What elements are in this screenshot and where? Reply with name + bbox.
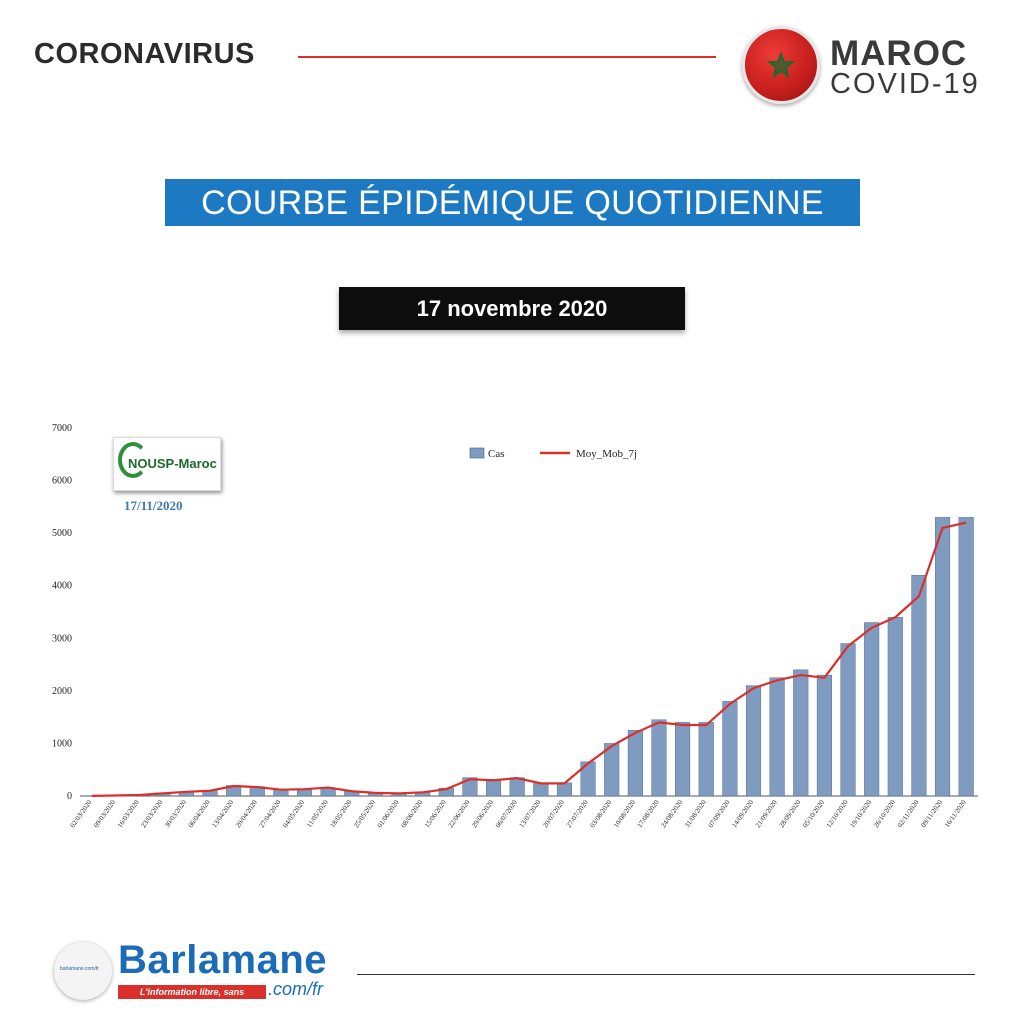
- x-tick-label: 31/08/2020: [683, 798, 708, 830]
- x-tick-label: 13/07/2020: [517, 798, 543, 830]
- header-title: CORONAVIRUS: [34, 38, 255, 70]
- legend-swatch-cas: [470, 448, 484, 458]
- x-tick-label: 27/04/2020: [257, 798, 283, 830]
- covid-label: COVID-19: [830, 68, 980, 100]
- x-tick-label: 07/09/2020: [706, 798, 732, 830]
- nousp-logo: [113, 437, 221, 491]
- bar-cas: [793, 670, 808, 796]
- x-tick-label: 22/06/2020: [446, 798, 472, 830]
- x-tick-label: 09/11/2020: [919, 798, 945, 830]
- barlamane-circle-logo: [54, 942, 112, 1000]
- x-tick-label: 03/08/2020: [588, 798, 614, 830]
- legend-label-cas: Cas: [488, 448, 505, 460]
- bar-cas: [841, 644, 856, 796]
- x-tick-label: 10/08/2020: [612, 798, 637, 830]
- x-tick-label: 06/04/2020: [186, 798, 212, 830]
- bar-cas: [888, 617, 903, 796]
- x-tick-label: 17/08/2020: [635, 798, 661, 830]
- x-tick-label: 02/11/2020: [895, 798, 921, 830]
- bar-cas: [675, 722, 690, 796]
- y-tick-label: 3000: [52, 633, 72, 645]
- y-tick-label: 6000: [52, 475, 72, 487]
- x-tick-label: 08/06/2020: [399, 798, 425, 830]
- footer-divider: [357, 974, 975, 975]
- x-tick-label: 13/04/2020: [210, 798, 236, 830]
- x-tick-label: 11/05/2020: [305, 798, 330, 830]
- barlamane-circle-text: barlamane.com/fr: [60, 966, 99, 972]
- bar-cas: [817, 675, 832, 796]
- x-tick-label: 28/09/2020: [777, 798, 803, 830]
- brand-name[interactable]: Barlamane: [118, 938, 328, 982]
- x-tick-label: 19/10/2020: [848, 798, 874, 830]
- brand-tagline: L'information libre, sans concession: [118, 985, 266, 999]
- x-tick-label: 20/07/2020: [541, 798, 567, 830]
- x-tick-label: 04/05/2020: [281, 798, 307, 830]
- nousp-logo-name: NOUSP-Maroc: [128, 456, 217, 471]
- bar-cas: [864, 623, 879, 796]
- bar-cas: [912, 575, 927, 796]
- bar-cas: [652, 720, 667, 796]
- bar-cas: [959, 517, 974, 796]
- x-tick-label: 05/10/2020: [801, 798, 827, 830]
- bar-cas: [746, 686, 761, 796]
- x-tick-label: 12/10/2020: [824, 798, 850, 830]
- bar-cas: [770, 678, 785, 796]
- x-tick-label: 09/03/2020: [92, 798, 118, 830]
- nousp-date: 17/11/2020: [124, 498, 183, 513]
- country-label: MAROC: [830, 34, 968, 73]
- bar-cas: [723, 701, 738, 796]
- bar-cas: [486, 780, 501, 796]
- y-tick-label: 0: [67, 791, 72, 802]
- legend-label-moy-mob: Moy_Mob_7j: [576, 448, 638, 460]
- x-tick-label: 18/05/2020: [328, 798, 354, 830]
- date-label: 17 novembre 2020: [339, 287, 685, 330]
- x-tick-label: 16/11/2020: [943, 798, 968, 830]
- x-tick-label: 25/05/2020: [352, 798, 378, 830]
- y-tick-label: 7000: [52, 423, 72, 434]
- line-moy-mob-7j: [92, 523, 966, 796]
- x-tick-label: 16/03/2020: [115, 798, 141, 830]
- bar-cas: [533, 783, 548, 796]
- x-tick-label: 01/06/2020: [375, 798, 401, 830]
- header-divider: [298, 56, 716, 58]
- x-tick-label: 24/08/2020: [659, 798, 685, 830]
- bar-cas: [557, 783, 572, 796]
- y-tick-label: 2000: [52, 685, 72, 697]
- y-tick-label: 5000: [52, 528, 72, 540]
- x-tick-label: 06/07/2020: [493, 798, 519, 830]
- x-tick-label: 20/04/2020: [234, 798, 259, 830]
- x-tick-label: 15/06/2020: [423, 798, 448, 830]
- x-tick-label: 29/06/2020: [470, 798, 496, 830]
- y-tick-label: 4000: [52, 580, 72, 592]
- bar-cas: [604, 743, 619, 796]
- x-tick-label: 27/07/2020: [564, 798, 590, 830]
- page-title-banner: COURBE ÉPIDÉMIQUE QUOTIDIENNE: [165, 179, 860, 226]
- brand-domain[interactable]: .com/fr: [268, 979, 324, 999]
- x-tick-label: 14/09/2020: [730, 798, 756, 830]
- bar-cas: [699, 722, 714, 796]
- bar-cas: [935, 517, 950, 796]
- morocco-flag-icon: [742, 26, 820, 104]
- x-tick-label: 30/03/2020: [163, 798, 188, 830]
- y-tick-label: 1000: [52, 738, 72, 750]
- bar-cas: [628, 730, 643, 796]
- x-tick-label: 23/03/2020: [139, 798, 165, 830]
- x-tick-label: 02/03/2020: [68, 798, 94, 830]
- x-tick-label: 21/09/2020: [753, 798, 779, 830]
- x-tick-label: 26/10/2020: [872, 798, 897, 830]
